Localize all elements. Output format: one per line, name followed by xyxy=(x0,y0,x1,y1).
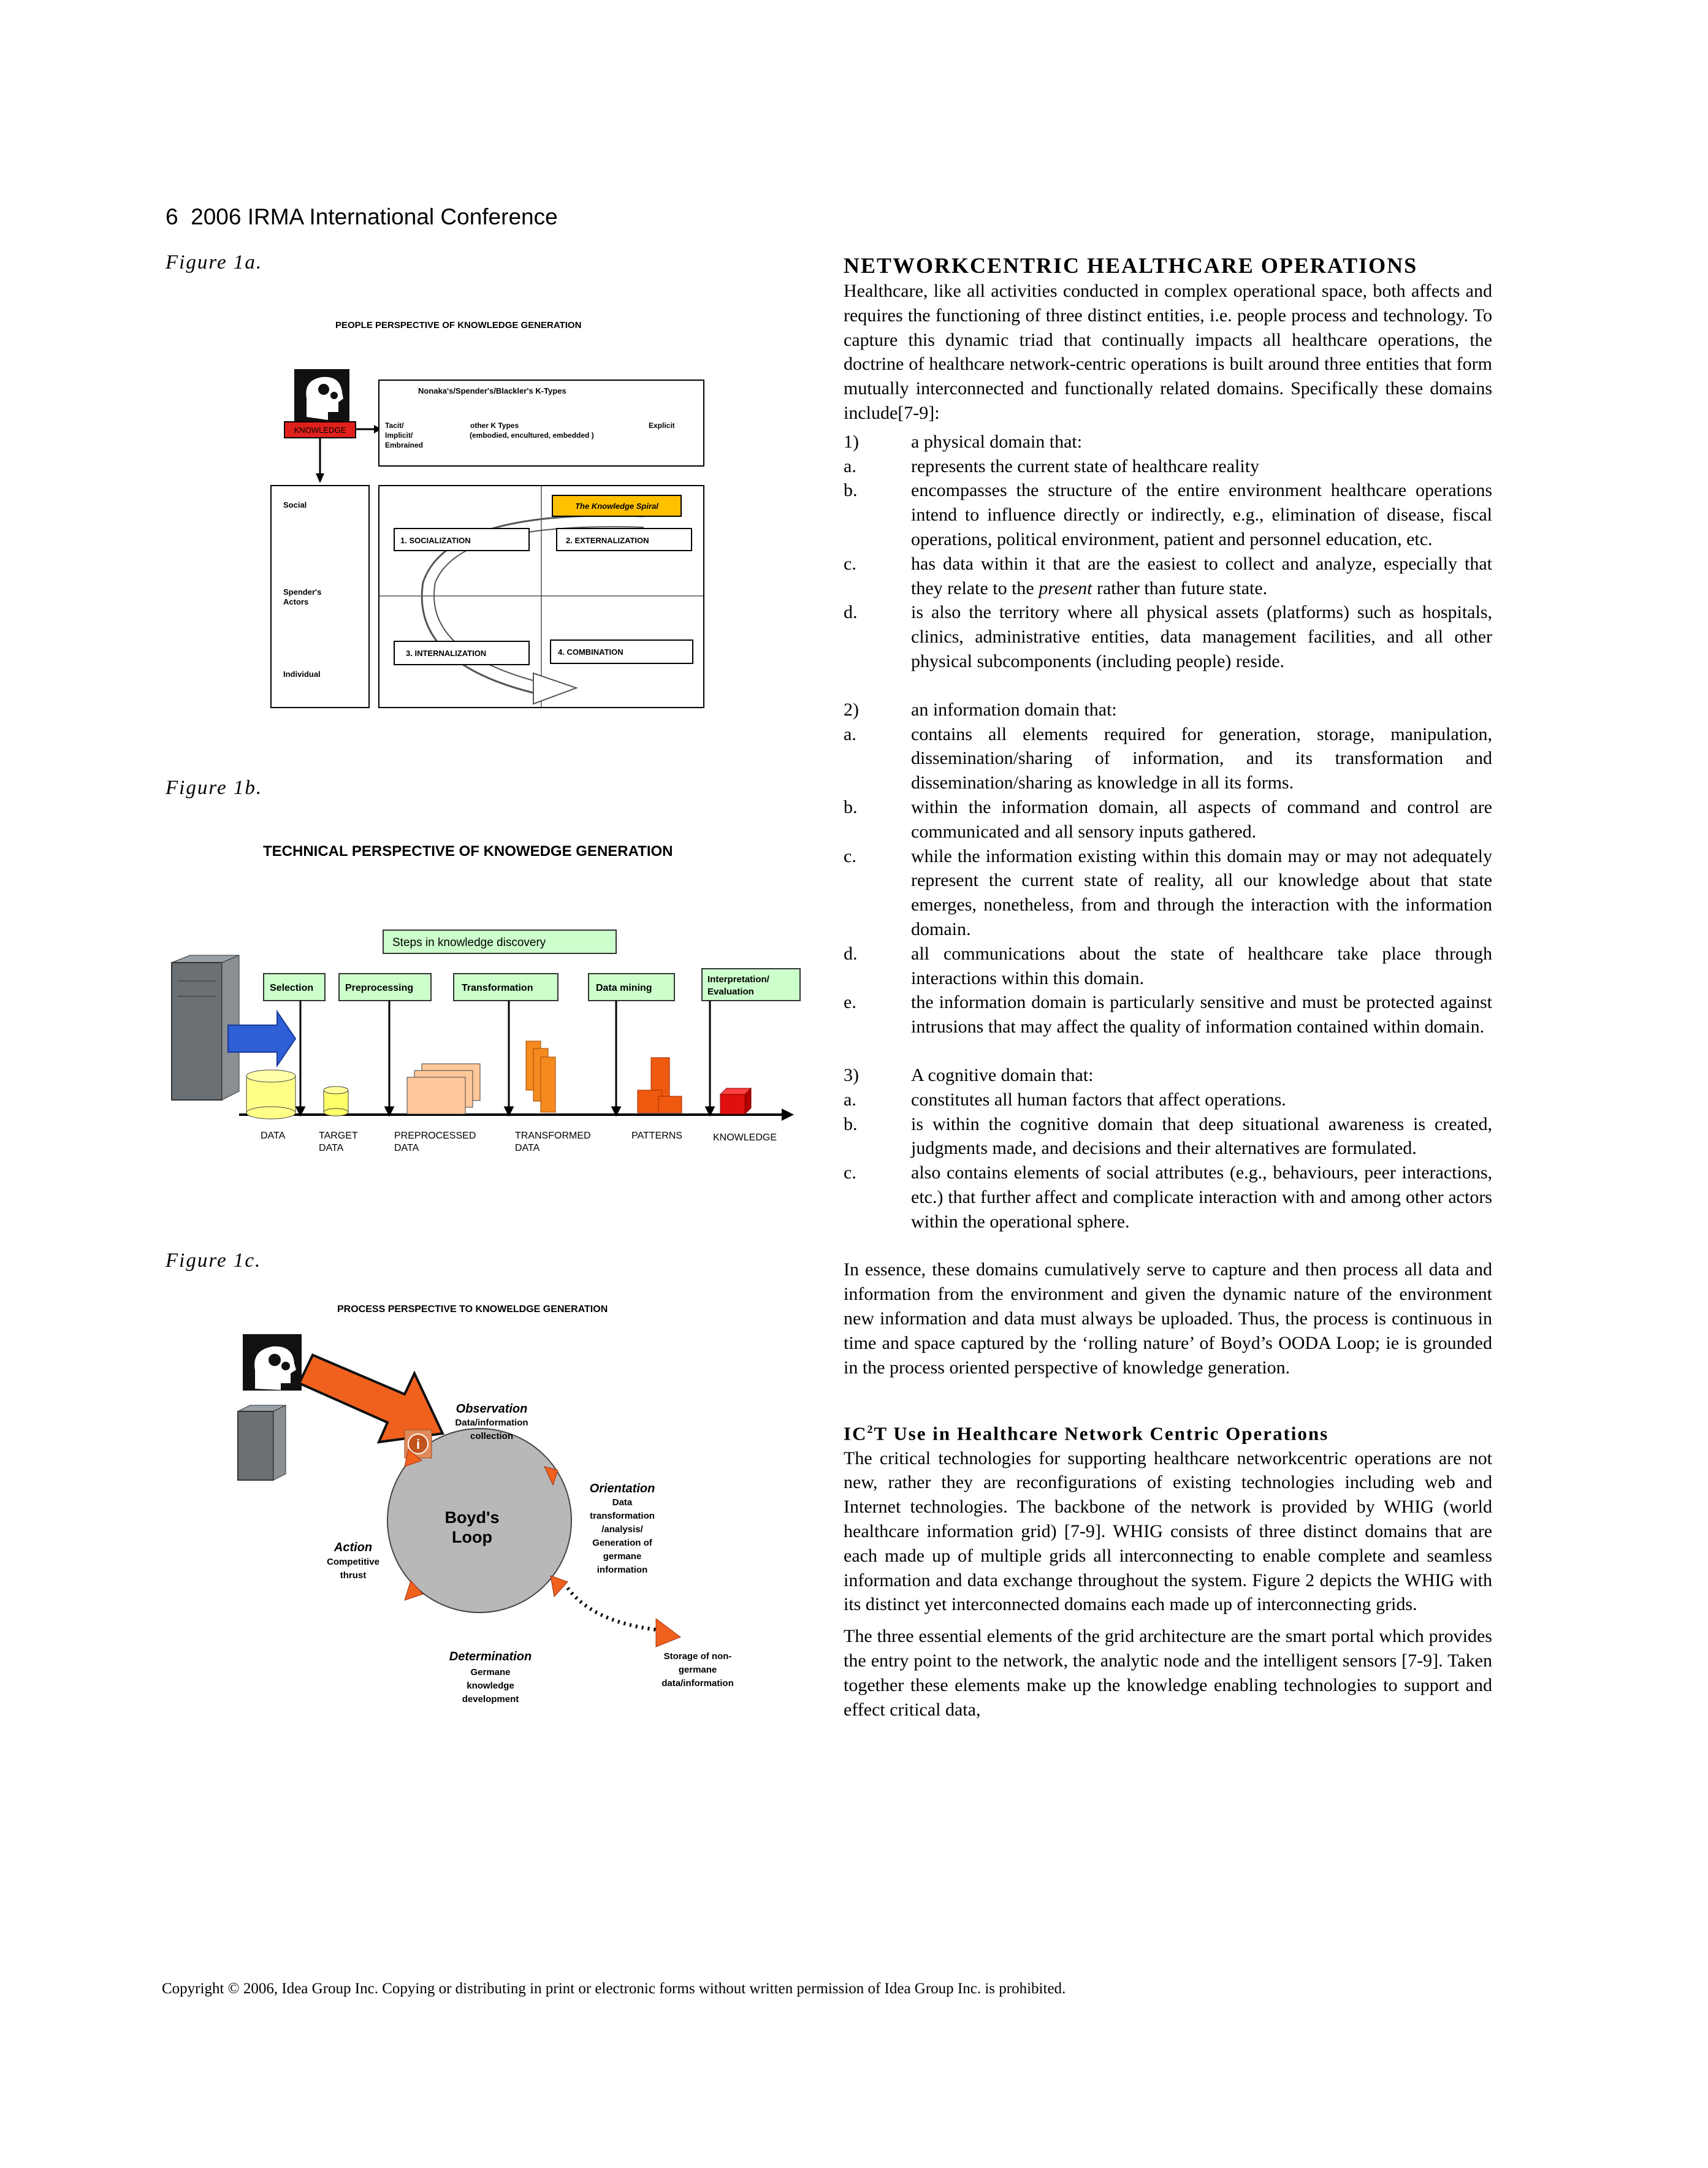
implicit-label: Implicit/ xyxy=(385,431,413,440)
orientation-desc-3: /analysis/ xyxy=(601,1524,643,1535)
externalization-label: 2. EXTERNALIZATION xyxy=(566,536,649,545)
determination-label: Determination xyxy=(449,1650,532,1663)
figure-1c-diagram xyxy=(227,1294,779,1723)
orientation-desc-2: transformation xyxy=(590,1511,655,1521)
storage-label-3: data/information xyxy=(661,1678,734,1689)
transformed-data-bars xyxy=(526,1041,555,1112)
spiral-label: The Knowledge Spiral xyxy=(575,502,658,511)
figure-1b-diagram xyxy=(166,834,809,1177)
preprocessed-data-stack xyxy=(407,1064,480,1114)
tacit-label: Tacit/ xyxy=(385,421,404,430)
list-item: b. is within the cognitive domain that deep situational awareness is created, judgments made, and decisions and their alternatives are formulated. xyxy=(844,1113,1492,1159)
list-item: a. contains all elements required for generation, storage, manipulation, dissemination/sharing of information, and its transformation and dissemination/sharing as knowledge in all its forms. xyxy=(844,723,1492,793)
list-item: d. all communications about the state of healthcare take place through interactions within this domain. xyxy=(844,943,1492,988)
physical-domain-title: 1) a physical domain that: xyxy=(844,430,1492,454)
explicit-label: Explicit xyxy=(649,421,675,430)
figure-1c-caption: Figure 1c. xyxy=(166,1250,262,1272)
socialization-label: 1. SOCIALIZATION xyxy=(400,536,471,545)
list-item: a. represents the current state of healthcare reality xyxy=(844,456,1260,476)
list-item: b. encompasses the structure of the entire environment healthcare operations intend to influence directly or indirectly, e.g., elimination of disease, fiscal operations, political environment, patient and personnel education, etc. xyxy=(844,480,1492,549)
label-transformed: TRANSFORMED xyxy=(515,1131,591,1141)
figure-1a-diagram xyxy=(245,307,748,723)
observation-arrow xyxy=(299,1355,443,1442)
article-right-column xyxy=(844,279,1492,1722)
label-patterns: PATTERNS xyxy=(631,1131,682,1141)
storage-label-1: Storage of non- xyxy=(663,1651,732,1662)
server-icon xyxy=(238,1405,286,1480)
step-transformation-label: Transformation xyxy=(462,983,533,993)
head-gears-icon xyxy=(243,1334,302,1391)
observation-desc-2: collection xyxy=(470,1431,514,1441)
data-cylinder xyxy=(246,1070,295,1119)
loop-label-loop: Loop xyxy=(452,1528,492,1546)
fig1b-title: TECHNICAL PERSPECTIVE OF KNOWEDGE GENERATION xyxy=(263,843,673,860)
list-item: c. has data within it that are the easiest to collect and analyze, especially that they relate to the present rather than future state. xyxy=(844,553,1492,598)
head-gears-icon xyxy=(294,369,349,421)
intro-paragraph: Healthcare, like all activities conducted in complex operational space, both affects and requires the functioning of three distinct entities, i.e. people process and technology. To capture this dynamic triad that continually impacts all healthcare operations, the doctrine of healthcare network-centric operations is built around three entities that form mutually interconnected and functionally related domains. Specifically these domains include[7-9]: xyxy=(844,281,1492,423)
ict-paragraph-2: The three essential elements of the grid architecture are the smart portal which provides the entry point to the network, the analytic node and the intelligent sensors [7-9]. Taken together these elements make up the knowledge enabling technologies to support and effect critical data, xyxy=(844,1626,1492,1720)
list-item: c. also contains elements of social attributes (e.g., behaviours, peer interactions, etc.) that further affect and complicate interaction with and among other actors within the operational sphere. xyxy=(844,1162,1492,1232)
step-selection-label: Selection xyxy=(270,983,314,993)
ict-paragraph-1: The critical technologies for supporting healthcare networkcentric operations are not new, rather they are reconfigurations of existing technologies including web and Internet technologies. The backbone of the network is provided by WHIG (world healthcare information grid) [7-9]. WHIG consists of three distinct domains that are each made up of multiple grids all interconnecting to enable complete and seamless information and data exchange throughout the system. Figure 2 depicts the WHIG with its distinct yet interconnected domains each made up of interconnecting grids. xyxy=(844,1448,1492,1615)
orientation-label: Orientation xyxy=(589,1482,655,1495)
observation-desc-1: Data/information xyxy=(455,1418,528,1428)
list-item: a. constitutes all human factors that affect operations. xyxy=(844,1089,1286,1110)
spenders-label: Spender's xyxy=(283,587,322,597)
fig1c-title: PROCESS PERSPECTIVE TO KNOWELDGE GENERATION xyxy=(337,1304,608,1315)
cognitive-domain-title: 3) A cognitive domain that: xyxy=(844,1063,1492,1088)
orientation-desc-5: germane xyxy=(603,1551,642,1562)
other-k-types-detail: (embodied, encultured, embedded ) xyxy=(470,431,594,440)
step-interpretation-label-1: Interpretation/ xyxy=(707,974,769,985)
individual-label: Individual xyxy=(283,670,321,679)
determination-desc-2: knowledge xyxy=(467,1681,514,1691)
embrained-label: Embrained xyxy=(385,441,424,449)
step-data-mining-label: Data mining xyxy=(596,983,652,993)
step-preprocessing-label: Preprocessing xyxy=(345,983,414,993)
loop-label-boyds: Boyd's xyxy=(444,1508,500,1527)
copyright-notice: Copyright © 2006, Idea Group Inc. Copying or distributing in print or electronic forms without written permission of Idea Group Inc. is prohibited. xyxy=(162,1980,1066,1997)
list-number: 3) xyxy=(844,1064,859,1085)
other-k-types-label: other K Types xyxy=(470,421,519,430)
step-interpretation-label-2: Evaluation xyxy=(707,987,754,997)
label-target: TARGET xyxy=(319,1131,358,1141)
figure-1a-caption: Figure 1a. xyxy=(166,251,263,273)
observation-label: Observation xyxy=(456,1402,528,1416)
storage-flow-dotted xyxy=(568,1588,668,1631)
storage-label-2: germane xyxy=(678,1665,717,1675)
actors-label: Actors xyxy=(283,597,309,606)
orientation-desc-1: Data xyxy=(612,1497,633,1508)
orientation-desc-6: information xyxy=(597,1565,648,1575)
page-header xyxy=(166,204,558,230)
label-knowledge: KNOWLEDGE xyxy=(713,1132,777,1143)
label-preprocessed-data: DATA xyxy=(394,1143,419,1153)
fig1a-title: PEOPLE PERSPECTIVE OF KNOWLEDGE GENERATION xyxy=(335,320,582,330)
conference-name: 2006 IRMA International Conference xyxy=(191,204,558,229)
information-domain-title: 2) an information domain that: xyxy=(844,698,1492,722)
knowledge-badge-label: KNOWLEDGE xyxy=(294,426,346,435)
determination-desc-1: Germane xyxy=(470,1667,511,1678)
label-transformed-data: DATA xyxy=(515,1143,540,1153)
list-item: d. is also the territory where all physical assets (platforms) such as hospitals, clinics, administrative entities, data management facilities, and all other physical subcomponents (including people) reside. xyxy=(844,602,1492,671)
label-target-data: DATA xyxy=(319,1143,344,1153)
action-label: Action xyxy=(334,1541,373,1554)
list-number: 1) xyxy=(844,431,859,452)
action-desc-1: Competitive xyxy=(327,1557,379,1567)
ict-heading: $IC^2T$ Use in Healthcare Network Centric Operations xyxy=(844,1422,1329,1445)
action-desc-2: thrust xyxy=(340,1570,367,1581)
combination-label: 4. COMBINATION xyxy=(558,647,623,657)
k-types-title: Nonaka's/Spender's/Blackler's K-Types xyxy=(418,386,566,395)
label-preprocessed: PREPROCESSED xyxy=(394,1131,476,1141)
figure-1b-caption: Figure 1b. xyxy=(166,777,263,799)
determination-desc-3: development xyxy=(462,1694,519,1704)
essence-paragraph: In essence, these domains cumulatively serve to capture and then process all data and information from the environment and given the dynamic nature of the environment new information and data must always be uploaded. Thus, the process is continuous in time and space captured by the ‘rolling nature’ of Boyd’s OODA Loop; ie is grounded in the process oriented perspective of knowledge generation. xyxy=(844,1259,1492,1378)
page-number: 6 xyxy=(166,204,178,229)
internalization-label: 3. INTERNALIZATION xyxy=(406,649,487,658)
label-data: DATA xyxy=(261,1131,286,1141)
storage-arrowhead xyxy=(656,1619,681,1647)
social-label: Social xyxy=(283,500,307,510)
steps-label: Steps in knowledge discovery xyxy=(392,936,546,949)
list-item: b. within the information domain, all aspects of command and control are communicated and all sensory inputs gathered. xyxy=(844,796,1492,842)
svg-text:i: i xyxy=(416,1437,421,1452)
list-item: e. the information domain is particularly sensitive and must be protected against intrusions that may affect the quality of information contained within domain. xyxy=(844,992,1492,1037)
orientation-desc-4: Generation of xyxy=(592,1538,652,1548)
knowledge-cube xyxy=(720,1088,751,1114)
list-number: 2) xyxy=(844,699,859,720)
list-item: c. while the information existing within this domain may or may not adequately represent the current state of reality, all our knowledge about that state emerges, nonetheless, from and through the interaction with the information domain. xyxy=(844,845,1492,939)
section-heading: NETWORKCENTRIC HEALTHCARE OPERATIONS xyxy=(844,253,1418,278)
target-data-cylinder xyxy=(324,1086,348,1116)
patterns-blocks xyxy=(638,1058,682,1113)
